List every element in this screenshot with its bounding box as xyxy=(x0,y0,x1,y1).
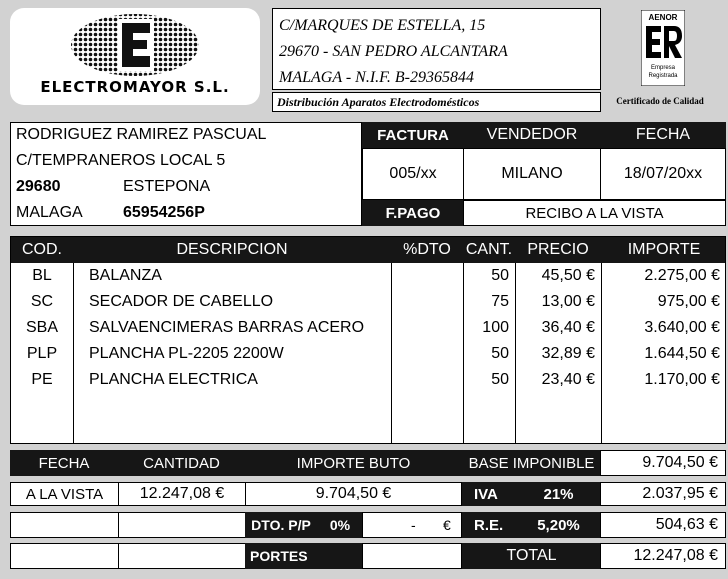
table-row: SBA SALVAENCIMERAS BARRAS ACERO 100 36,40 € 3.640,00 € xyxy=(25,319,720,336)
table-row: SC SECADOR DE CABELLO 75 13,00 € 975,00 € xyxy=(30,293,720,310)
empty-cell xyxy=(10,512,119,538)
col-importe: IMPORTE xyxy=(627,241,701,258)
svg-text:Registrada: Registrada xyxy=(648,73,678,79)
company-tagline: Distribución Aparatos Electrodomésticos xyxy=(272,92,601,112)
col-precio: PRECIO xyxy=(527,241,589,258)
base-imponible-value: 9.704,50 € xyxy=(600,450,726,476)
client-province: MALAGA xyxy=(16,204,83,221)
iva-percent: 21% xyxy=(516,482,601,506)
invoice-date: 18/07/20xx xyxy=(600,148,726,200)
aenor-certificate-icon xyxy=(641,10,685,86)
client-city: ESTEPONA xyxy=(123,178,211,195)
company-logo xyxy=(10,8,260,105)
factura-header: FACTURA xyxy=(362,122,464,148)
address-line-1: C/MARQUES DE ESTELLA, 15 xyxy=(279,17,486,34)
dto-pp-amount: - xyxy=(411,517,416,533)
totals-cantidad-header: CANTIDAD xyxy=(118,450,245,476)
totals-importe-bruto-header: IMPORTE BUTO xyxy=(245,450,462,476)
empty-cell xyxy=(10,543,119,569)
dto-pp-currency: € xyxy=(443,517,451,533)
re-value: 504,63 € xyxy=(600,512,726,538)
vendedor-header: VENDEDOR xyxy=(464,122,600,148)
address-line-3: MALAGA - N.I.F. B-29365844 xyxy=(279,69,474,86)
col-cant: CANT. xyxy=(465,241,513,258)
col-dto: %DTO xyxy=(403,241,451,258)
svg-text:Empresa: Empresa xyxy=(650,65,676,71)
client-info xyxy=(10,122,362,226)
total-label: TOTAL xyxy=(462,543,601,569)
re-percent: 5,20% xyxy=(516,512,601,538)
certificate-label: Certificado de Calidad xyxy=(616,96,704,106)
portes-value xyxy=(362,543,462,569)
empty-cell xyxy=(118,512,246,538)
dto-pp-percent: 0% xyxy=(317,512,363,538)
svg-text:AENOR: AENOR xyxy=(648,13,678,22)
address-line-2: 29670 - SAN PEDRO ALCANTARA xyxy=(279,43,508,60)
client-name: RODRIGUEZ RAMIREZ PASCUAL xyxy=(16,126,267,143)
totals-cantidad-value: 12.247,08 € xyxy=(118,482,246,506)
client-street: C/TEMPRANEROS LOCAL 5 xyxy=(16,152,226,169)
company-name: ELECTROMAYOR S.L. xyxy=(40,78,230,96)
re-label: R.E. xyxy=(462,512,516,538)
fecha-header: FECHA xyxy=(600,122,726,148)
table-row: BL BALANZA 50 45,50 € 2.275,00 € xyxy=(32,267,720,284)
col-cod: COD. xyxy=(22,241,62,258)
fpago-header: F.PAGO xyxy=(362,200,464,226)
totals-fecha-header: FECHA xyxy=(10,450,118,476)
electromayor-logo-icon xyxy=(68,12,202,78)
client-nif: 65954256P xyxy=(123,204,205,221)
company-address xyxy=(272,8,601,90)
client-postcode: 29680 xyxy=(16,178,61,195)
col-descripcion: DESCRIPCION xyxy=(176,241,288,258)
dto-pp-label: DTO. P/P xyxy=(245,512,317,538)
table-row: PE PLANCHA ELECTRICA 50 23,40 € 1.170,00 € xyxy=(31,371,720,388)
iva-value: 2.037,95 € xyxy=(600,482,726,506)
vendedor-name: MILANO xyxy=(463,148,601,200)
line-items-table xyxy=(10,236,726,444)
iva-label: IVA xyxy=(462,482,516,506)
dto-pp-amount-cell xyxy=(362,512,462,538)
table-header xyxy=(11,237,725,263)
totals-fecha-value: A LA VISTA xyxy=(10,482,119,506)
totals-importe-bruto-value: 9.704,50 € xyxy=(245,482,462,506)
total-value: 12.247,08 € xyxy=(600,543,726,569)
portes-label: PORTES xyxy=(245,543,362,569)
factura-number: 005/xx xyxy=(362,148,464,200)
empty-cell xyxy=(118,543,246,569)
base-imponible-header: BASE IMPONIBLE xyxy=(462,450,601,476)
fpago-value: RECIBO A LA VISTA xyxy=(463,200,726,226)
table-row: PLP PLANCHA PL-2205 2200W 50 32,89 € 1.644,50 € xyxy=(26,345,720,362)
